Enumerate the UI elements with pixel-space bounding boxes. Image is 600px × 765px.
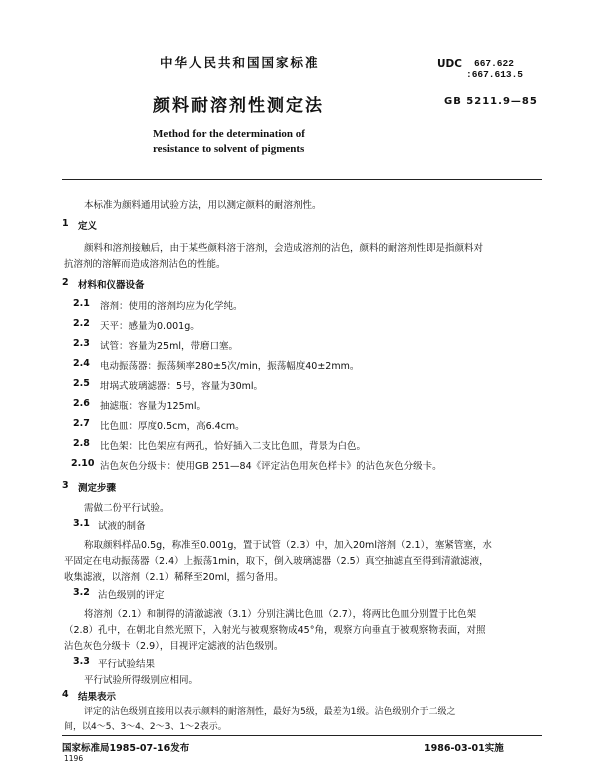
section-4-line2: 间，以4～5、3～4、2～3、1～2表示。 [64,722,227,732]
item-2-8-number: 2.8 [73,438,90,449]
subsection-3-3-heading: 平行试验结果 [98,659,156,670]
udc-code-line2: :667.613.5 [466,69,524,80]
intro-paragraph: 本标准为颜料通用试验方法，用以测定颜料的耐溶剂性。 [84,200,322,211]
item-2-4-text: 电动振荡器：振荡频率280±5次/min，振荡幅度40±2mm。 [100,361,360,372]
effective-date: 1986-03-01实施 [424,743,504,754]
header-divider [62,179,542,180]
item-2-2-number: 2.2 [73,318,90,329]
section-3-heading: 测定步骤 [78,483,117,494]
subsection-3-2-heading: 沾色级别的评定 [98,590,165,601]
subsection-3-2-line1: 将溶剂（2.1）和制得的清澈滤液（3.1）分别注满比色皿（2.7），将两比色皿分别置于比色架 [84,609,477,620]
section-4-number: 4 [62,689,69,700]
standard-authority: 中华人民共和国国家标准 [160,55,320,70]
item-2-4-number: 2.4 [73,358,90,369]
issue-date: 国家标准局1985-07-16发布 [62,743,190,754]
item-2-2-text: 天平：感量为0.001g。 [100,321,200,332]
title-en-line1: Method for the determination of [153,128,305,140]
item-2-5-text: 坩埚式玻璃滤器：5号，容量为30ml。 [100,381,264,392]
subsection-3-2-line2: （2.8）孔中，在朝北自然光照下，入射光与被观察物成45°角，观察方向垂直于被观察物表面，对照 [64,625,486,636]
subsection-3-1-line2: 平固定在电动振荡器（2.4）上振荡1min，取下，倒入玻璃滤器（2.5）真空抽滤直至得到清澈滤液， [64,556,489,567]
item-2-1-number: 2.1 [73,298,90,309]
document-title-english [153,127,305,157]
section-4-line1: 评定的沾色级别直接用以表示颜料的耐溶剂性，最好为5级，最差为1级。沾色级别介于二级之 [84,707,456,717]
section-3-number: 3 [62,480,69,491]
document-title-chinese: 颜料耐溶剂性测定法 [153,96,324,116]
udc-code-line1: 667.622 [474,58,514,69]
subsection-3-2-line3: 沾色灰色分级卡（2.9），目视评定滤液的沾色级别。 [64,641,284,652]
page-number: 1196 [64,754,84,763]
standard-number: GB 5211.9—85 [444,96,538,107]
item-2-1-text: 溶剂：使用的溶剂均应为化学纯。 [100,301,243,312]
section-2-heading: 材料和仪器设备 [78,280,145,291]
section-2-number: 2 [62,277,69,288]
subsection-3-3-number: 3.3 [73,656,90,667]
subsection-3-2-number: 3.2 [73,587,90,598]
subsection-3-1-number: 3.1 [73,518,90,529]
section-1-line1: 颜料和溶剂接触后，由于某些颜料溶于溶剂，会造成溶剂的沾色，颜料的耐溶剂性即是指颜料对 [84,243,484,254]
item-2-3-number: 2.3 [73,338,90,349]
item-2-7-number: 2.7 [73,418,90,429]
section-3-intro: 需做二份平行试验。 [84,503,170,514]
item-2-7-text: 比色皿：厚度0.5cm，高6.4cm。 [100,421,245,432]
item-2-3-text: 试管：容量为25ml，带磨口塞。 [100,341,238,352]
section-1-line2: 抗溶剂的溶解而造成溶剂沾色的性能。 [64,259,226,270]
item-2-8-text: 比色架：比色架应有两孔，恰好插入二支比色皿，背景为白色。 [100,441,367,452]
item-2-10-number: 2.10 [71,458,95,469]
item-2-6-text: 抽滤瓶：容量为125ml。 [100,401,207,412]
udc-label: UDC [437,58,462,70]
item-2-6-number: 2.6 [73,398,90,409]
section-4-heading: 结果表示 [78,692,117,703]
subsection-3-1-line1: 称取颜料样品0.5g，称准至0.001g，置于试管（2.3）中，加入20ml溶剂（2.1），塞紧管塞，水 [84,540,492,551]
title-en-line2: resistance to solvent of pigments [153,143,305,155]
item-2-10-text: 沾色灰色分级卡：使用GB 251—84《评定沾色用灰色样卡》的沾色灰色分级卡。 [100,461,442,472]
section-1-heading: 定义 [78,221,98,232]
item-2-5-number: 2.5 [73,378,90,389]
subsection-3-1-heading: 试液的制备 [98,521,146,532]
subsection-3-1-line3: 收集滤液，以溶剂（2.1）稀释至20ml，摇匀备用。 [64,572,284,583]
section-1-number: 1 [62,218,69,229]
subsection-3-3-text: 平行试验所得级别应相同。 [84,675,199,686]
footer-divider [62,735,542,736]
